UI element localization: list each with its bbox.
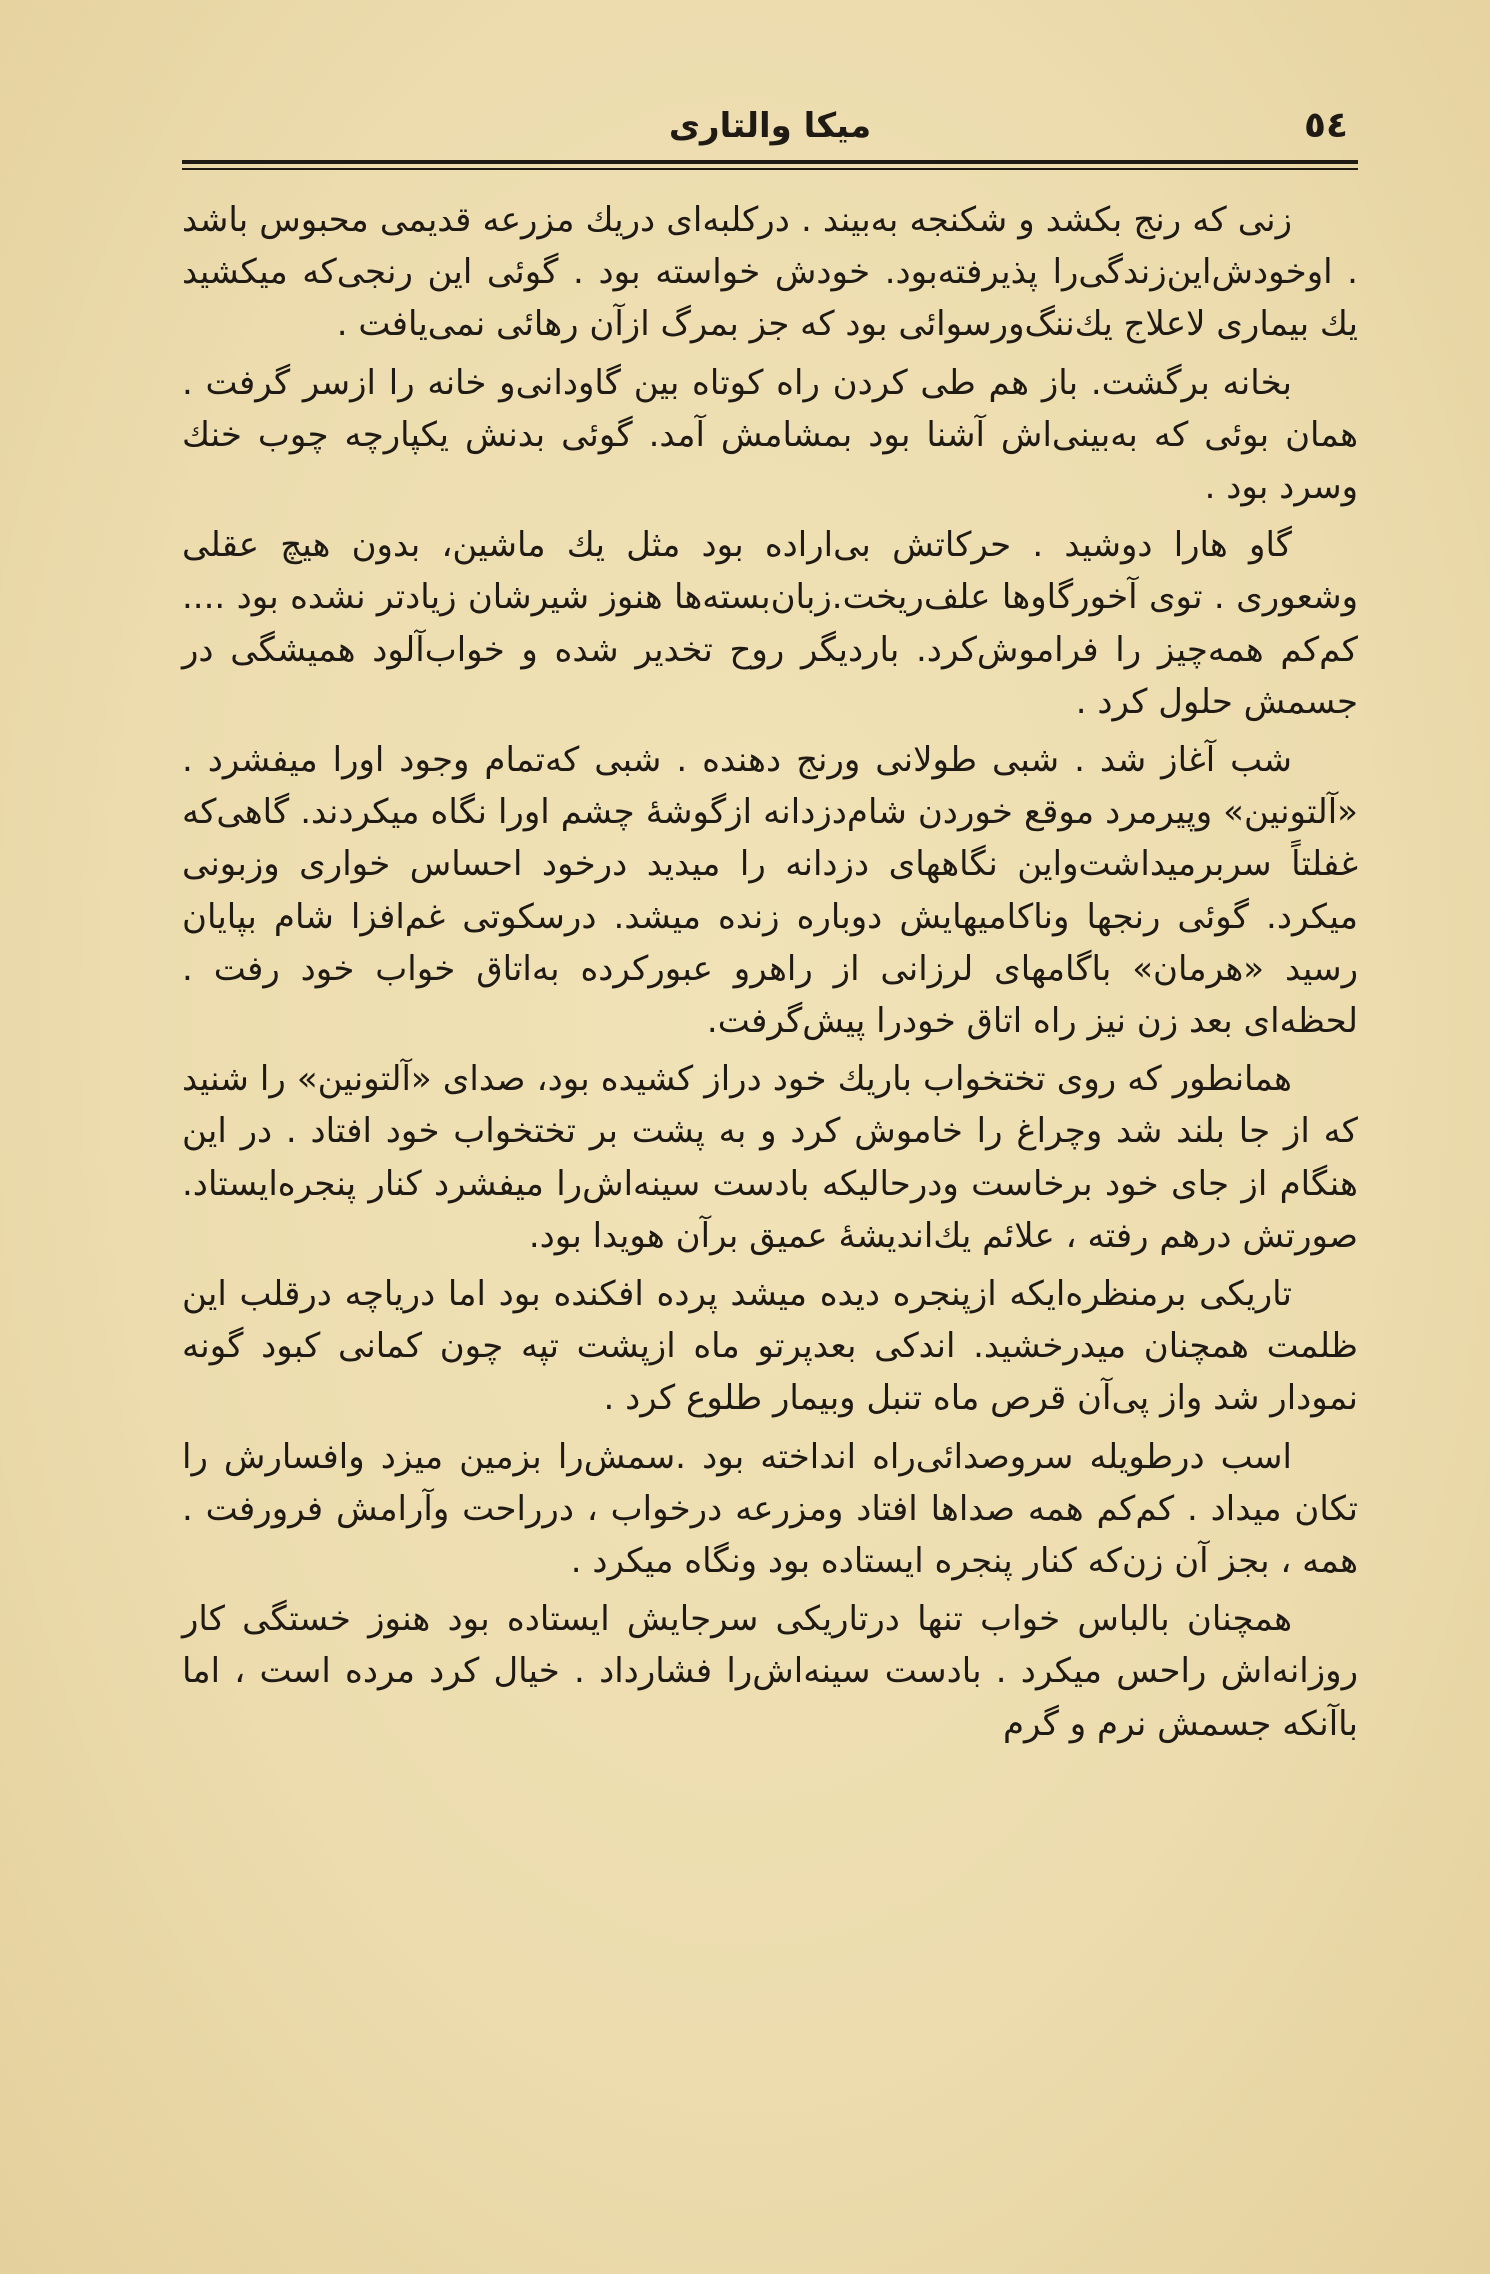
running-title: میکا والتاری — [668, 106, 872, 146]
paragraph: همانطور که روی تختخواب باریك خود دراز کشیده بود، صدای «آلتونین» را شنید که از جا بلند شد وچراغ را خاموش کرد و به پشت بر تختخواب خود افتاد . در این هنگام از جای خود برخاست ودرحالیکه بادست سینه‌اش‌را میفشرد کنار پنجره‌ایستاد. صورتش درهم رفته ، علائم یك‌اندیشهٔ عمیق برآن هویدا بود. — [182, 1059, 1358, 1256]
page-number: ٥٤ — [1304, 105, 1348, 146]
paragraph: تاریکی برمنظره‌ایکه ازپنجره دیده میشد پرده افکنده بود اما دریاچه درقلب این ظلمت همچنان میدرخشید. اندکی بعدپرتو ماه ازپشت تپه چون کمانی کبود گونه نمودار شد واز پی‌آن قرص ماه تنبل وبیمار طلوع کرد . — [182, 1274, 1358, 1419]
paragraph: شب آغاز شد . شبی طولانی ورنج دهنده . شبی که‌تمام وجود اورا میفشرد . «آلتونین» وپیرمرد موقع خوردن شام‌دزدانه ازگوشهٔ چشم اورا نگاه میکردند. گاهی‌که غفلتاً سربرمیداشت‌واین نگاههای دزدانه را میدید درخود احساس خواری وزبونی میکرد. گوئی رنجها وناکامیهایش دوباره زنده میشد. درسکوتی غم‌افزا شام بپایان رسید «هرمان» باگامهای لرزانی از راهرو عبورکرده به‌اتاق خواب خود رفت . لحظه‌ای بعد زن نیز راه اتاق خودرا پیش‌گرفت. — [182, 740, 1358, 1042]
page-header — [182, 100, 1358, 160]
body-text — [182, 194, 1358, 1750]
paragraph: اسب درطویله سروصدائی‌راه انداخته بود .سمش‌را بزمین میزد وافسارش را تکان میداد . کم‌کم همه صداها افتاد ومزرعه درخواب ، درراحت وآرامش فرورفت . همه ، بجز آن زن‌که کنار پنجره ایستاده بود ونگاه میکرد . — [182, 1436, 1358, 1582]
paragraph: گاو هارا دوشید . حرکاتش بی‌اراده بود مثل یك ماشین، بدون هیچ عقلی وشعوری . توی آخورگاوها علف‌ریخت.زبان‌بسته‌ها هنوز شیرشان زیادتر نشده بود .... کم‌کم همه‌چیز را فراموش‌کرد. باردیگر روح تخدیر شده و خواب‌آلود همیشگی در جسمش حلول کرد . — [182, 525, 1358, 722]
paragraph: زنی که رنج بکشد و شکنجه به‌بیند . درکلبه‌ای دریك مزرعه قدیمی محبوس باشد . اوخودش‌این‌زندگی‌را پذیرفته‌بود. خودش خواسته بود . گوئی این رنجی‌که میکشید یك بیماری لاعلاج یك‌ننگ‌ورسوائی بود که جز بمرگ ازآن رهائی نمی‌یافت . — [182, 200, 1358, 345]
paragraph: بخانه برگشت. باز هم طی کردن راه کوتاه بین گاودانی‌و خانه را ازسر گرفت . همان بوئی که به‌بینی‌اش آشنا بود بمشامش آمد. گوئی بدنش یکپارچه چوب خنك وسرد بود . — [182, 362, 1358, 508]
paragraph: همچنان بالباس خواب تنها درتاریکی سرجایش ایستاده بود هنوز خستگی کار روزانه‌اش راحس میکرد . بادست سینه‌اش‌را فشارداد . خیال کرد مرده است ، اما باآنکه جسمش نرم و گرم — [182, 1599, 1358, 1744]
header-rule-thin — [182, 168, 1358, 170]
header-rule-thick — [182, 160, 1358, 164]
